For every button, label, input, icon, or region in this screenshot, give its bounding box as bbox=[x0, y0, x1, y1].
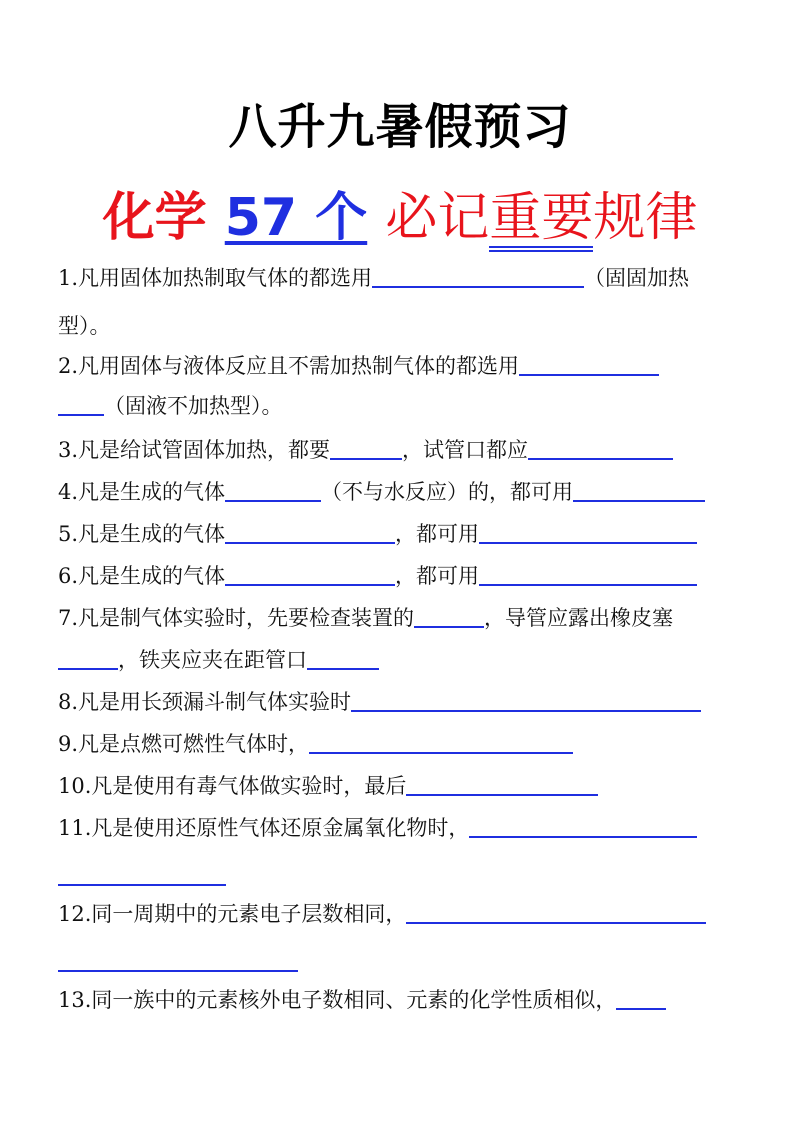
answer-blank[interactable] bbox=[225, 522, 395, 544]
answer-blank[interactable] bbox=[528, 438, 673, 460]
question-11: 11.凡是使用还原性气体还原金属氧化物时， bbox=[58, 812, 697, 844]
question-5: 5.凡是生成的气体 ，都可用 bbox=[58, 518, 697, 550]
answer-blank[interactable] bbox=[58, 394, 104, 416]
question-4: 4.凡是生成的气体 （不与水反应）的，都可用 bbox=[58, 476, 705, 508]
subtitle-part3: 重要 bbox=[489, 191, 593, 252]
answer-blank[interactable] bbox=[58, 648, 118, 670]
question-1: 1.凡用固体加热制取气体的都选用 （固固加热 bbox=[58, 266, 690, 290]
answer-blank[interactable] bbox=[309, 732, 573, 754]
subtitle-part2: 必记 bbox=[385, 188, 490, 248]
question-12-cont bbox=[58, 946, 298, 978]
answer-blank[interactable] bbox=[351, 690, 701, 712]
page-subtitle bbox=[0, 175, 800, 252]
question-8: 8.凡是用长颈漏斗制气体实验时 bbox=[58, 686, 701, 718]
question-9: 9.凡是点燃可燃性气体时， bbox=[58, 728, 573, 760]
answer-blank[interactable] bbox=[469, 816, 697, 838]
answer-blank[interactable] bbox=[307, 648, 379, 670]
answer-blank[interactable] bbox=[406, 774, 598, 796]
question-12: 12.同一周期中的元素电子层数相同， bbox=[58, 898, 706, 930]
question-3: 3.凡是给试管固体加热，都要 ，试管口都应 bbox=[58, 434, 673, 466]
answer-blank[interactable] bbox=[58, 950, 298, 972]
question-7: 7.凡是制气体实验时，先要检查装置的 ，导管应露出橡皮塞 bbox=[58, 606, 674, 630]
question-11-cont bbox=[58, 860, 226, 892]
subtitle-part4: 规律 bbox=[593, 188, 698, 248]
question-2: 2.凡用固体与液体反应且不需加热制气体的都选用 bbox=[58, 350, 659, 382]
answer-blank[interactable] bbox=[225, 564, 395, 586]
answer-blank[interactable] bbox=[414, 606, 484, 628]
answer-blank[interactable] bbox=[406, 902, 706, 924]
question-2-cont: （固液不加热型）。 bbox=[58, 390, 283, 422]
question-1-cont: 型）。 bbox=[58, 314, 111, 338]
answer-blank[interactable] bbox=[479, 564, 697, 586]
subtitle-number: 57 个 bbox=[224, 188, 368, 248]
answer-blank[interactable] bbox=[573, 480, 705, 502]
question-6: 6.凡是生成的气体 ，都可用 bbox=[58, 560, 697, 592]
answer-blank[interactable] bbox=[616, 988, 666, 1010]
answer-blank[interactable] bbox=[58, 864, 226, 886]
page-title: 八升九暑假预习 bbox=[228, 99, 572, 155]
answer-blank[interactable] bbox=[372, 266, 584, 288]
question-13: 13.同一族中的元素核外电子数相同、元素的化学性质相似， bbox=[58, 984, 666, 1016]
answer-blank[interactable] bbox=[225, 480, 321, 502]
subtitle-part1: 化学 bbox=[102, 188, 207, 248]
answer-blank[interactable] bbox=[519, 354, 659, 376]
answer-blank[interactable] bbox=[479, 522, 697, 544]
question-7-cont: ，铁夹应夹在距管口 bbox=[58, 644, 379, 676]
question-10: 10.凡是使用有毒气体做实验时，最后 bbox=[58, 770, 598, 802]
answer-blank[interactable] bbox=[330, 438, 402, 460]
